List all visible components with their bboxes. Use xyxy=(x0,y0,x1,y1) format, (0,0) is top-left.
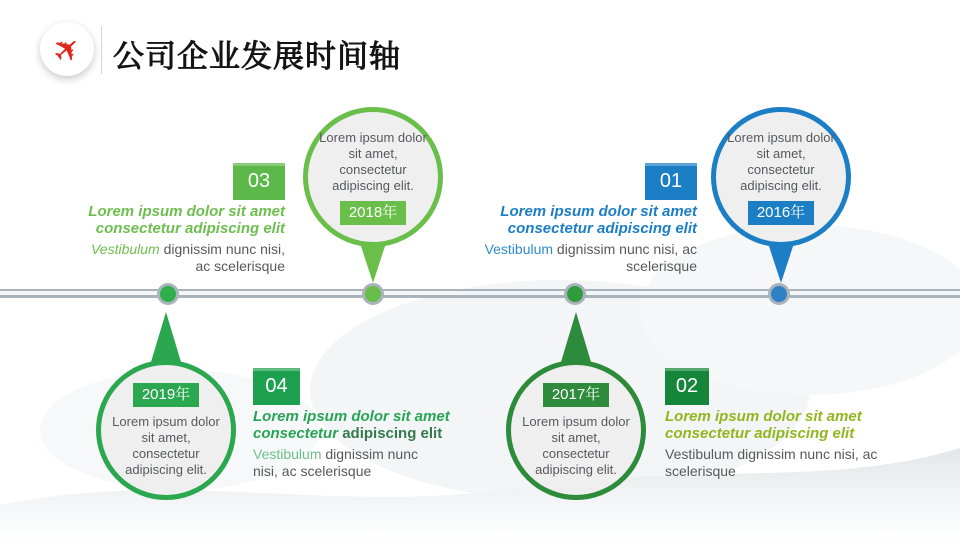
milestone-03-text xyxy=(80,203,285,275)
badge-01: 01 xyxy=(645,163,697,200)
bubble-circle xyxy=(303,107,443,247)
milestone-04-text xyxy=(253,408,458,480)
milestone-heading xyxy=(479,203,697,237)
header-divider xyxy=(101,26,102,74)
year-label: 2017年 xyxy=(543,383,609,407)
year-label: 2018年 xyxy=(340,201,406,225)
timeline-node-2018 xyxy=(365,286,381,302)
bubble-text: Lorem ipsum dolor sit amet, consectetur adipiscing elit. xyxy=(727,129,835,193)
page-title: 公司企业发展时间轴 xyxy=(113,39,401,74)
timeline-line xyxy=(0,289,960,298)
bubble-pointer xyxy=(561,312,591,362)
bubble-circle xyxy=(506,360,646,500)
year-label: 2019年 xyxy=(133,383,199,407)
milestone-body xyxy=(665,446,903,480)
heading-em: Lorem ipsum dolor sit amet consectetur xyxy=(253,408,450,442)
body-rest: dignissim nunc nisi, ac scelerisque xyxy=(159,241,285,274)
milestone-02-text xyxy=(665,408,903,480)
bubble-2017 xyxy=(506,312,646,500)
timeline-node-2019 xyxy=(160,286,176,302)
milestone-body xyxy=(253,446,425,480)
heading-em: Lorem ipsum dolor sit amet consectetur adipiscing elit xyxy=(500,203,697,237)
body-lead: Vestibulum xyxy=(484,241,554,257)
badge-04: 04 xyxy=(253,368,300,405)
body-rest: dignissim nunc nisi, ac scelerisque xyxy=(553,241,697,274)
milestone-body xyxy=(479,241,697,275)
heading-em: Lorem ipsum dolor sit amet consectetur adipiscing elit xyxy=(665,408,862,442)
heading-em: Lorem ipsum dolor sit amet consectetur adipiscing elit xyxy=(88,203,285,237)
timeline-node-2016 xyxy=(771,286,787,302)
timeline-node-2017 xyxy=(567,286,583,302)
bubble-2019 xyxy=(96,312,236,500)
body-lead: Vestibulum xyxy=(90,241,160,257)
milestone-01-text xyxy=(479,203,697,275)
bubble-2018 xyxy=(303,107,443,247)
bubble-circle xyxy=(96,360,236,500)
badge-03: 03 xyxy=(233,163,285,200)
bubble-text: Lorem ipsum dolor sit amet, consectetur adipiscing elit. xyxy=(522,413,630,477)
body-rest: Vestibulum dignissim nunc nisi, ac scelerisque xyxy=(665,446,878,479)
bubble-2016 xyxy=(711,107,851,247)
body-rest: dignissim nunc nisi, ac scelerisque xyxy=(253,446,418,479)
year-label: 2016年 xyxy=(748,201,814,225)
bubble-pointer xyxy=(151,312,181,362)
bubble-text: Lorem ipsum dolor sit amet, consectetur adipiscing elit. xyxy=(319,129,427,193)
airplane-icon: ✈ xyxy=(44,25,90,73)
heading-strong: adipiscing elit xyxy=(338,425,443,442)
milestone-heading xyxy=(80,203,285,237)
airplane-icon-badge xyxy=(40,22,94,76)
body-lead: Vestibulum xyxy=(253,446,322,462)
bubble-circle xyxy=(711,107,851,247)
milestone-body xyxy=(80,241,285,275)
bubble-text: Lorem ipsum dolor sit amet, consectetur adipiscing elit. xyxy=(112,413,220,477)
badge-02: 02 xyxy=(665,368,709,405)
milestone-heading xyxy=(665,408,903,442)
milestone-heading xyxy=(253,408,458,442)
